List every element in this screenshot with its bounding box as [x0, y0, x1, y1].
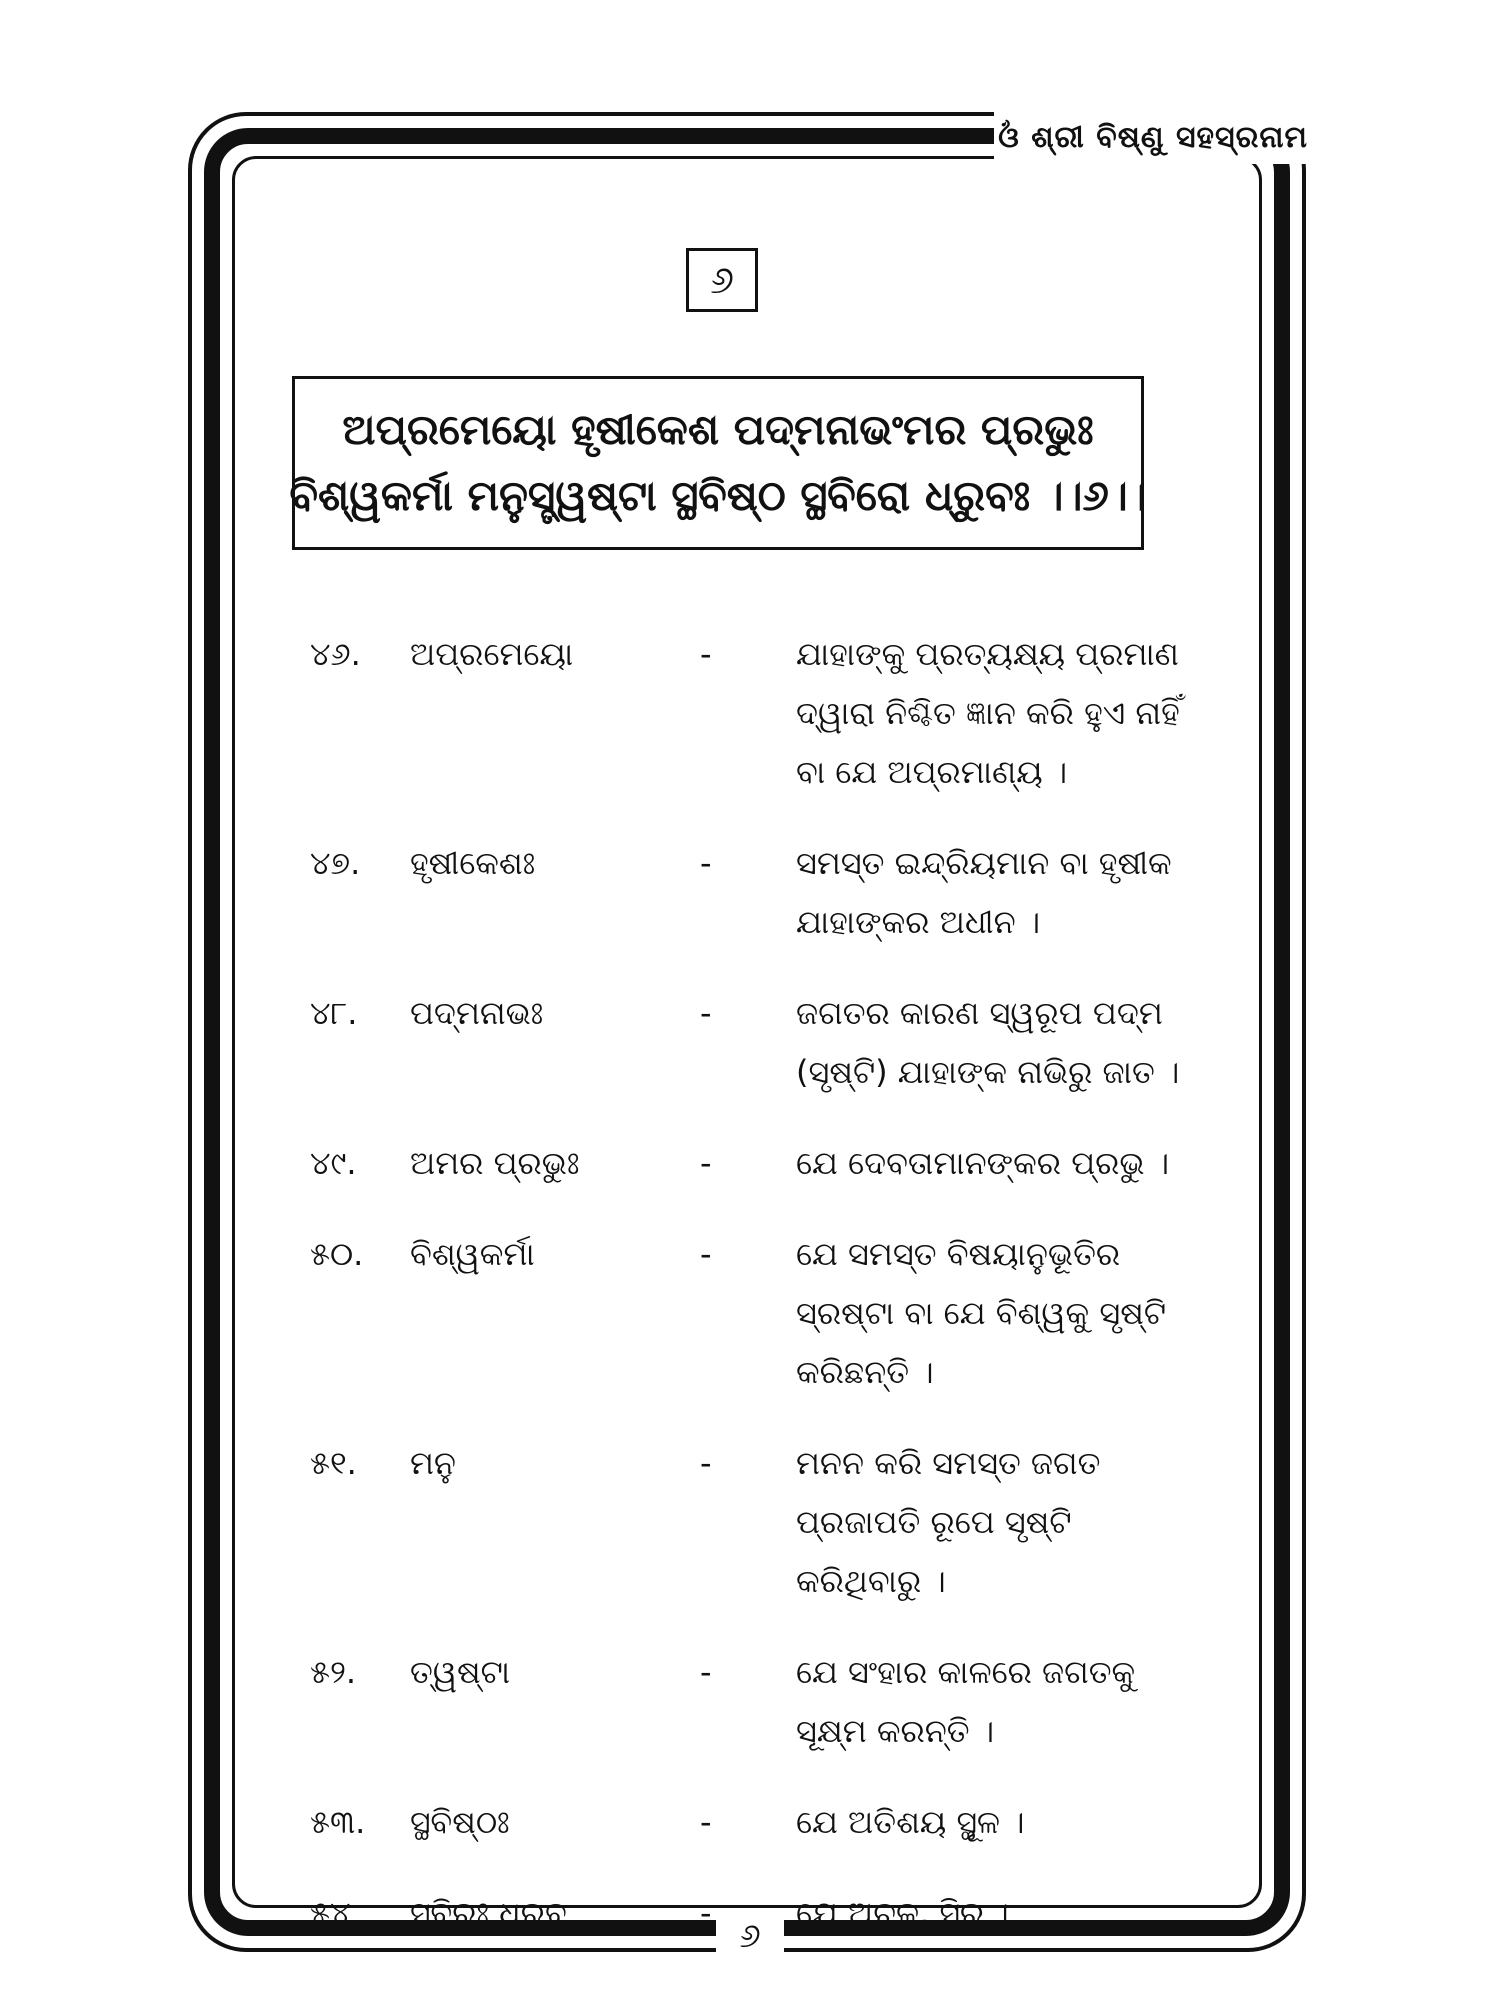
entry-dash: - — [700, 1894, 712, 1932]
entry-number: ୫୩. — [310, 1803, 366, 1841]
entry-name: ଅମର ପ୍ରଭୁଃ — [410, 1144, 580, 1182]
list-item — [310, 625, 1190, 802]
list-item — [310, 984, 1190, 1102]
list-item — [310, 1434, 1190, 1611]
entry-number: ୪୯. — [310, 1144, 357, 1182]
entry-dash: - — [700, 844, 712, 882]
entry-name: ଅପ୍ରମେୟୋ — [410, 635, 574, 673]
list-item — [310, 1793, 1190, 1852]
entry-name: ସ୍ଥବିରଃ ଧ୍ରୁବ — [410, 1894, 567, 1932]
entry-name: ସ୍ଥବିଷ୍ଠଃ — [410, 1803, 510, 1841]
entry-dash: - — [700, 1144, 712, 1182]
list-item — [310, 834, 1190, 952]
entry-number: ୪୬. — [310, 635, 361, 673]
header-title: ଓଁ ଶ୍ରୀ ବିଷ୍ଣୁ ସହସ୍ରନାମ — [994, 112, 1312, 164]
list-item — [310, 1225, 1190, 1402]
entry-dash: - — [700, 1235, 712, 1273]
entry-meaning: ଯେ ସଂହାର କାଳରେ ଜଗତକୁ ସୂକ୍ଷ୍ମ କରନ୍ତି । — [796, 1653, 1136, 1750]
name-list — [310, 625, 1190, 1975]
entry-dash: - — [700, 1444, 712, 1482]
entry-meaning: ଜଗତର କାରଣ ସ୍ୱରୂପ ପଦ୍ମ (ସୃଷ୍ଟି) ଯାହାଙ୍କ ନାଭିରୁ ଜାତ । — [796, 994, 1180, 1091]
entry-number: ୫୪. — [310, 1894, 361, 1932]
entry-name: ବିଶ୍ୱକର୍ମା — [410, 1235, 535, 1273]
entry-dash: - — [700, 994, 712, 1032]
page-number: ୬ — [716, 1916, 784, 1956]
entry-meaning: ସମସ୍ତ ଇନ୍ଦ୍ରିୟମାନ ବା ହୃଷୀକ ଯାହାଙ୍କର ଅଧୀନ । — [796, 844, 1172, 941]
verse-line-1: ଅପ୍ରମେୟୋ ହୃଷୀକେଶ ପଦ୍ମନାଭଂମର ପ୍ରଭୁଃ — [342, 405, 1094, 454]
chapter-number-box — [686, 248, 758, 312]
entry-name: ହୃଷୀକେଶଃ — [410, 844, 536, 882]
entry-name: ତ୍ୱଷ୍ଟା — [410, 1653, 511, 1691]
entry-meaning: ଯେ ଅତିଶୟ ସ୍ଥୂଳ । — [796, 1803, 1025, 1841]
entry-number: ୪୮. — [310, 994, 358, 1032]
entry-meaning: ଯାହାଙ୍କୁ ପ୍ରତ୍ୟକ୍ଷ୍ୟ ପ୍ରମାଣ ଦ୍ୱାରା ନିଶ୍ଚିତ ଜ୍ଞାନ କରି ହୁଏ ନାହିଁ ବା ଯେ ଅପ୍ରମାଣ୍ୟ । — [796, 635, 1180, 791]
entry-meaning: ଯେ ସମସ୍ତ ବିଷୟାନୁଭୂତିର ସ୍ରଷ୍ଟା ବା ଯେ ବିଶ୍ୱକୁ ସୃଷ୍ଟି କରିଛନ୍ତି । — [796, 1235, 1167, 1391]
entry-meaning: ଯେ ଦେବତାମାନଙ୍କର ପ୍ରଭୁ । — [796, 1144, 1170, 1182]
chapter-number: ୬ — [710, 258, 734, 302]
entry-number: ୫୨. — [310, 1653, 357, 1691]
verse-line-2: ବିଶ୍ୱକର୍ମା ମନୁସ୍ତ୍ୱଷ୍ଟା ସ୍ଥବିଷ୍ଠ ସ୍ଥବିରୋ ଧ୍ରୁବଃ ।।୬।। — [289, 471, 1147, 520]
verse-box — [289, 376, 1147, 550]
entry-number: ୪୭. — [310, 844, 361, 882]
entry-dash: - — [700, 1803, 712, 1841]
entry-meaning: ମନନ କରି ସମସ୍ତ ଜଗତ ପ୍ରଜାପତି ରୂପେ ସୃଷ୍ଟି କରିଥିବାରୁ । — [796, 1444, 1101, 1600]
entry-name: ମନୁ — [410, 1444, 456, 1482]
entry-number: ୫୦. — [310, 1235, 364, 1273]
entry-meaning: ଯେ ଅଚଳ, ସ୍ଥିର । — [796, 1894, 1009, 1932]
list-item — [310, 1643, 1190, 1761]
entry-number: ୫୧. — [310, 1444, 357, 1482]
entry-name: ପଦ୍ମନାଭଃ — [410, 994, 544, 1032]
entry-dash: - — [700, 635, 712, 673]
entry-dash: - — [700, 1653, 712, 1691]
list-item — [310, 1134, 1190, 1193]
